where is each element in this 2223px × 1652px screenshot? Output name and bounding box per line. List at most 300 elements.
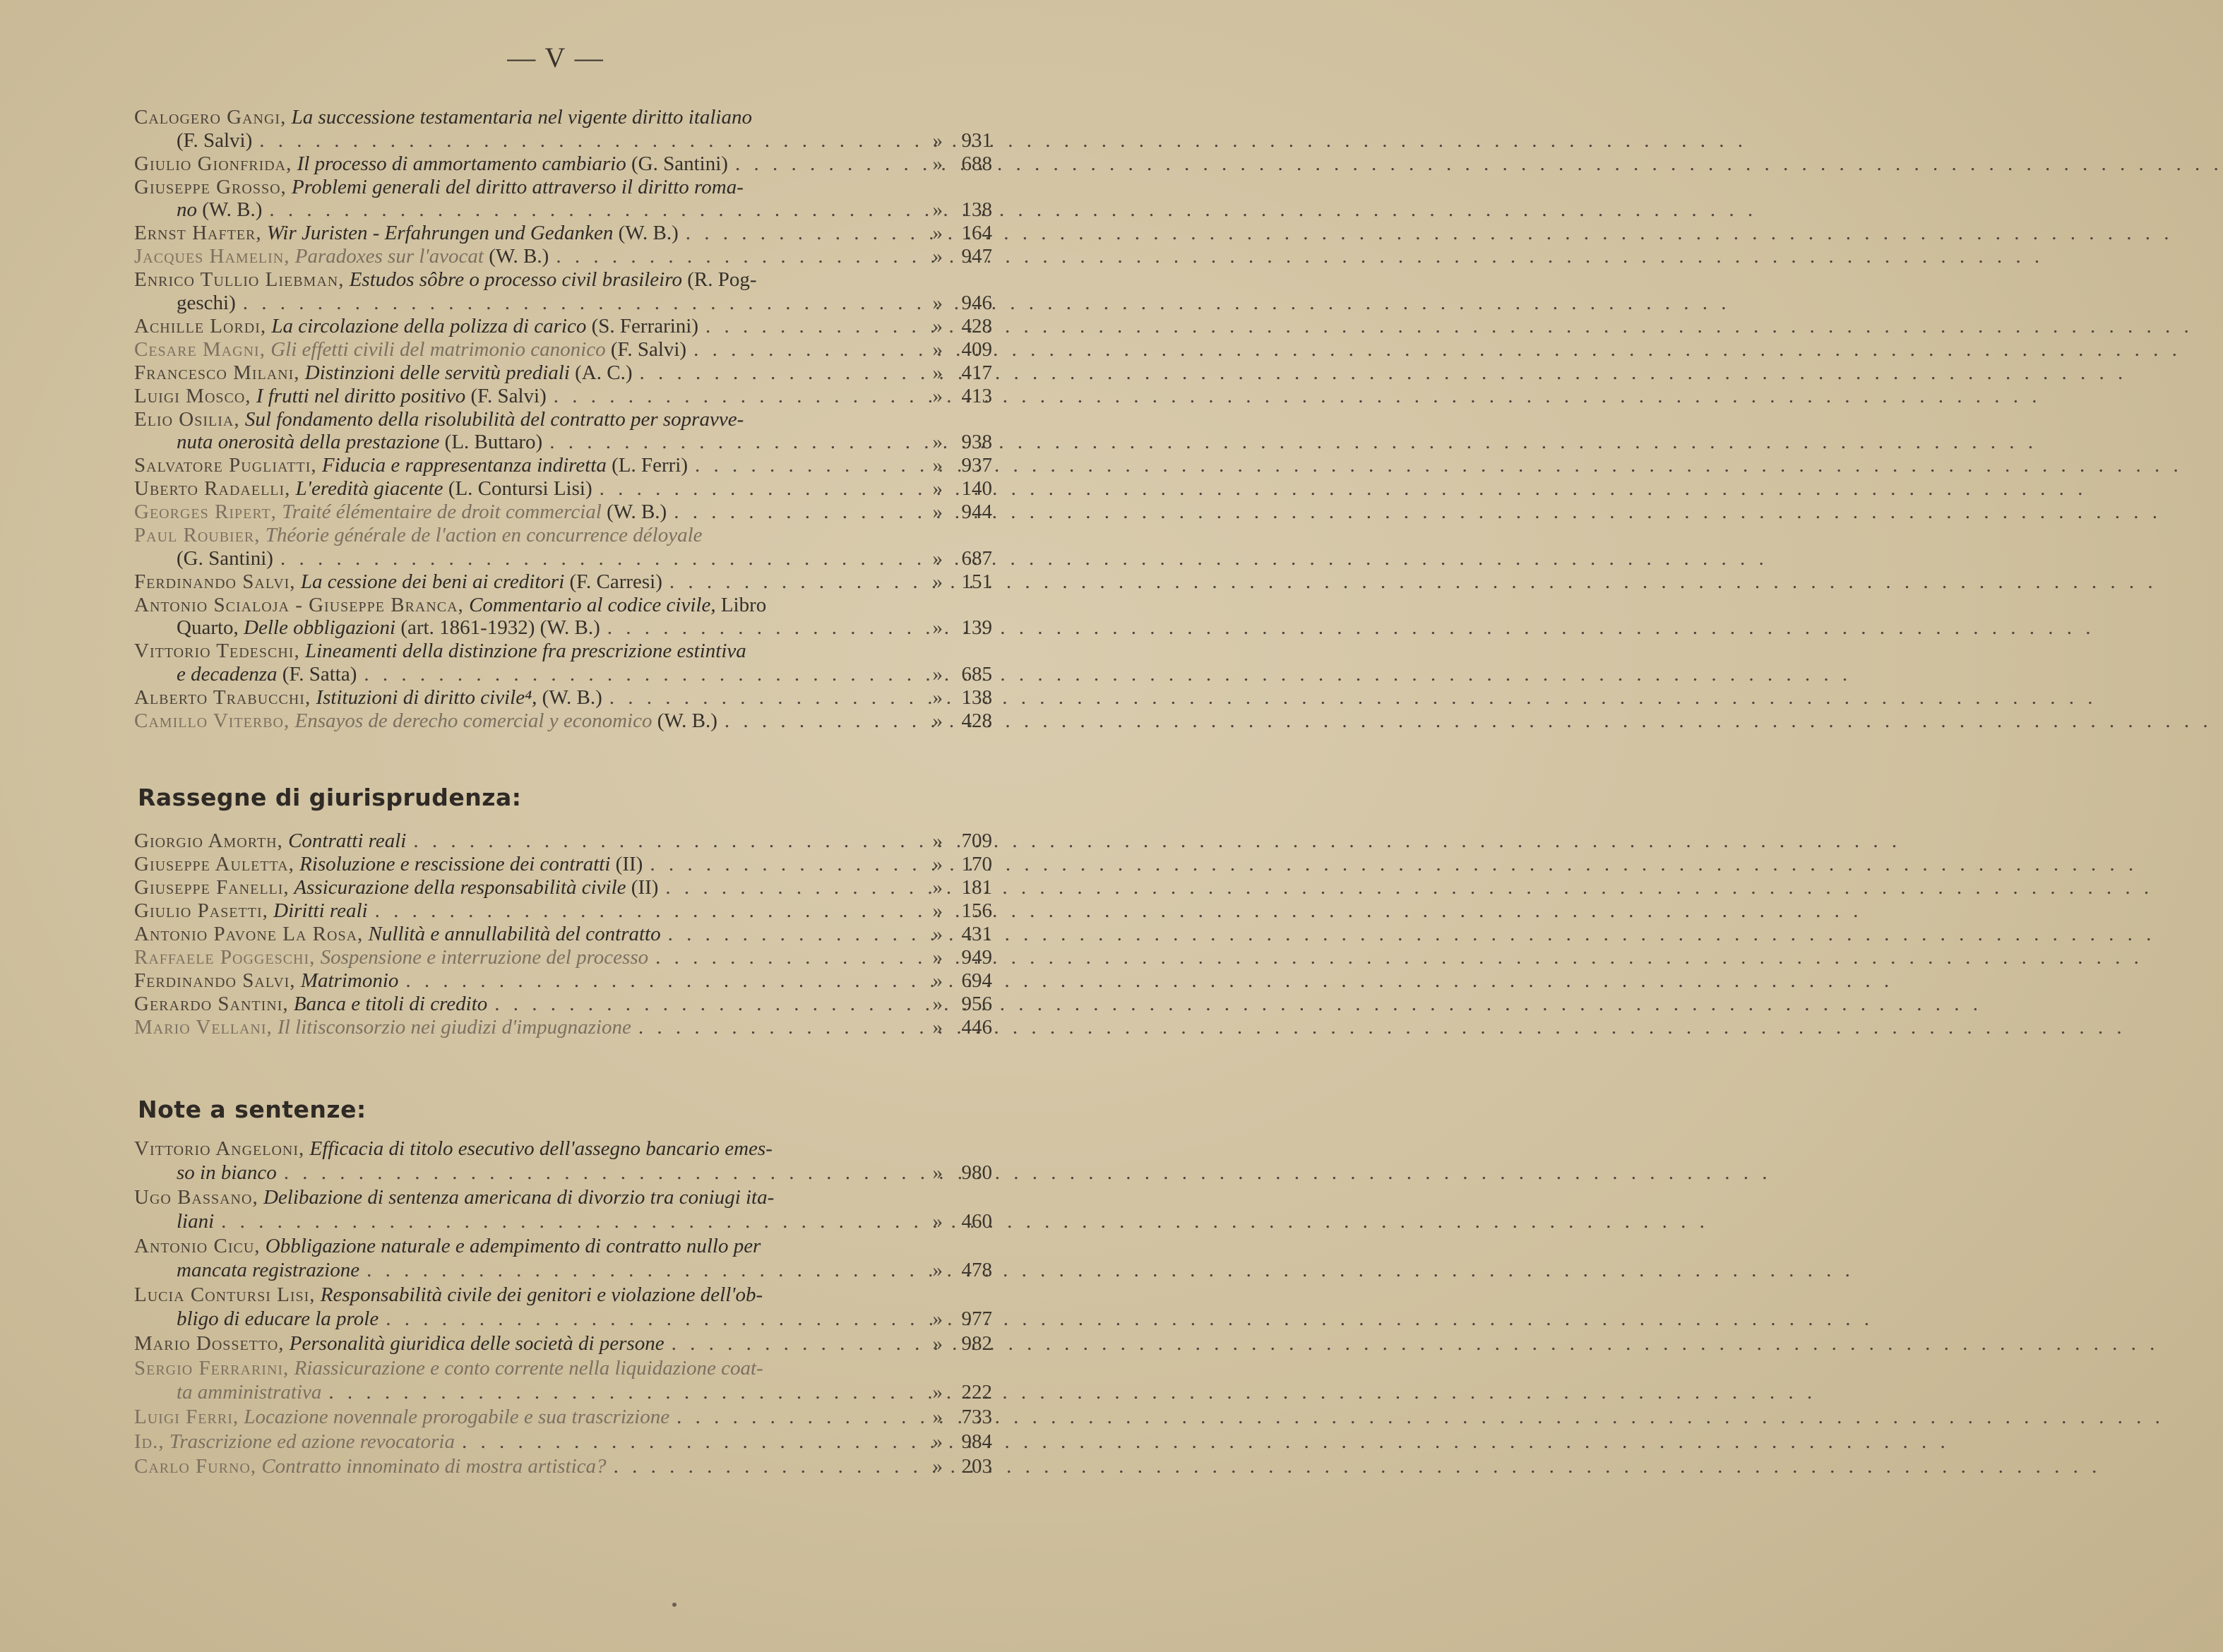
entry-author: Antonio Pavone La Rosa, (134, 923, 364, 945)
entry-author: Raffaele Poggeschi, (134, 946, 316, 969)
page-reference: 733 (961, 1406, 992, 1428)
ditto-mark: » (932, 222, 943, 244)
ditto-mark: » (932, 1430, 943, 1453)
page-reference: 685 (961, 662, 992, 686)
entry-text (134, 361, 632, 385)
entry-reviewer: (W. B.) (197, 198, 263, 221)
entry-title: so in bianco (177, 1161, 277, 1184)
page-reference: 460 (961, 1210, 992, 1233)
ditto-mark: » (932, 454, 943, 477)
entry-title: Matrimonio (295, 969, 399, 992)
entry-reviewer: (II) (610, 853, 643, 875)
entry-title: Riassicurazione e conto corrente nella liquidazione coat- (289, 1357, 763, 1379)
index-entry (134, 710, 992, 733)
page-reference: 138 (961, 198, 992, 221)
dot-leader (243, 292, 914, 315)
index-entry (134, 222, 992, 245)
ditto-mark: » (932, 686, 943, 709)
ditto-mark: » (932, 128, 943, 152)
index-entry (134, 570, 992, 594)
entry-text (177, 129, 252, 152)
entry-title: Traité élémentaire de droit commercial (276, 501, 602, 523)
index-entry (134, 408, 992, 454)
entry-author: Salvatore Pugliatti, (134, 454, 317, 477)
entry-author: Alberto Trabucchi, (134, 686, 311, 709)
ditto-mark: » (932, 384, 943, 407)
entry-line (134, 454, 992, 477)
entry-text (134, 1454, 607, 1478)
entry-line (134, 830, 992, 853)
entry-text (177, 663, 357, 686)
entry-line (134, 222, 992, 245)
ditto-mark: » (932, 198, 943, 221)
dot-leader (650, 853, 914, 876)
entry-reviewer: (F. Carresi) (564, 570, 662, 593)
entry-author: Elio Osilia, (134, 407, 240, 431)
entry-line (134, 129, 992, 152)
entry-title: Distinzioni delle servitù prediali (299, 361, 570, 384)
entry-author: Paul Roubier, (134, 524, 261, 546)
entry-line (134, 1430, 992, 1454)
entry-author: Gerardo Santini, (134, 993, 289, 1015)
entry-text (134, 899, 368, 923)
dot-leader (259, 129, 914, 152)
entry-author: Camillo Viterbo, (134, 709, 290, 732)
entry-text (134, 477, 592, 501)
ditto-mark: » (932, 1259, 943, 1281)
entry-text (134, 710, 717, 733)
entry-title: bligo di educare la prole (177, 1307, 379, 1330)
entry-author: Giulio Gionfrida, (134, 152, 292, 175)
entry-reviewer: (F. Salvi) (605, 337, 687, 361)
ditto-mark: » (932, 431, 943, 453)
entry-text (134, 315, 698, 338)
entry-line (134, 361, 992, 385)
ditto-mark: » (932, 709, 943, 732)
entry-title: Risoluzione e rescissione dei contratti (294, 853, 611, 875)
entry-title: Estudos sôbre o processo civil brasileiro (344, 268, 682, 291)
dot-leader (366, 1258, 914, 1282)
ditto-mark: » (932, 830, 943, 852)
index-entry (134, 477, 992, 501)
ink-dot (672, 1603, 677, 1607)
entry-line (134, 969, 992, 993)
ditto-mark: » (932, 1016, 943, 1039)
entry-line (134, 1209, 992, 1233)
page-reference: 947 (961, 245, 992, 268)
index-entry (134, 946, 992, 969)
index-entry (134, 385, 992, 408)
dot-leader (556, 245, 914, 268)
index-entry (134, 993, 992, 1016)
entry-author: Id., (134, 1430, 165, 1453)
entry-reviewer: (G. Santini) (177, 546, 273, 570)
dot-leader (375, 899, 914, 923)
dot-leader (328, 1380, 914, 1404)
index-entry (134, 830, 992, 853)
entry-line (134, 876, 992, 899)
index-entry (134, 176, 992, 222)
entry-title: Commentario al codice civile, (463, 593, 716, 616)
page-reference: 139 (961, 616, 992, 639)
entry-text (134, 1430, 455, 1454)
entry-line (134, 198, 992, 222)
entry-line (134, 663, 992, 686)
entry-title: Paradoxes sur l'avocat (290, 245, 484, 268)
entry-text (134, 385, 547, 408)
entry-text (134, 969, 398, 993)
ditto-mark: » (932, 1161, 943, 1184)
entry-author: Antonio Scialoja - Giuseppe Branca, (134, 593, 464, 616)
entry-line (134, 1307, 992, 1331)
entry-author: Giuseppe Grosso, (134, 175, 287, 198)
entry-reviewer: (II) (626, 876, 659, 899)
dot-leader (674, 501, 914, 524)
ditto-mark: » (932, 662, 943, 686)
index-entry (134, 501, 992, 524)
entry-text (134, 1283, 763, 1307)
entry-author: Luigi Ferri, (134, 1406, 239, 1428)
entry-line (134, 1185, 992, 1209)
dot-leader (221, 1209, 914, 1233)
entry-text (177, 292, 236, 315)
index-entry (134, 1331, 992, 1355)
index-entry (134, 524, 992, 570)
dot-leader (600, 477, 914, 501)
ditto-mark: » (932, 993, 943, 1015)
dot-leader (638, 1016, 914, 1039)
entry-title: Nullità e annullabilità del contratto (363, 923, 661, 945)
dot-leader (665, 876, 914, 899)
page-reference: 687 (961, 546, 992, 570)
index-entry (134, 1234, 992, 1282)
dot-leader (705, 315, 914, 338)
dot-leader (413, 830, 914, 853)
page-reference: 222 (961, 1381, 992, 1403)
entry-text (177, 547, 273, 570)
entry-reviewer: (S. Ferrarini) (586, 314, 699, 337)
page-reference: 937 (961, 454, 992, 477)
entry-title: Trascrizione ed azione revocatoria (164, 1430, 455, 1453)
ditto-mark: » (932, 152, 943, 175)
dot-leader (462, 1430, 914, 1454)
index-entry (134, 1185, 992, 1233)
entry-text (134, 245, 549, 268)
page-reference: 170 (961, 853, 992, 875)
entry-title: e decadenza (177, 662, 278, 686)
index-entry (134, 152, 992, 176)
page-reference: 688 (961, 152, 992, 175)
entry-line (134, 1258, 992, 1282)
entry-text (177, 1307, 379, 1331)
entry-title: Personalità giuridica delle società di persone (284, 1332, 664, 1355)
entry-text (134, 338, 686, 361)
entry-title: Istituzioni di diritto civile⁴, (311, 686, 537, 709)
page-reference: 949 (961, 946, 992, 969)
entry-reviewer: (W. B.) (537, 686, 602, 709)
entry-line (134, 152, 992, 176)
dot-leader (695, 454, 914, 477)
index-entry (134, 106, 992, 152)
entry-line (134, 946, 992, 969)
entry-author: Luigi Mosco, (134, 384, 251, 407)
index-entry (134, 969, 992, 993)
entry-title: L'eredità giacente (290, 477, 443, 500)
entry-line (134, 710, 992, 733)
entry-title: I frutti nel diritto positivo (251, 384, 466, 407)
entry-reviewer: (L. Buttaro) (439, 431, 543, 453)
entry-author: Carlo Furno, (134, 1455, 257, 1478)
entry-reviewer: (G. Santini) (626, 152, 728, 175)
entry-author: Giuseppe Fanelli, (134, 876, 290, 899)
ditto-mark: » (932, 546, 943, 570)
dot-leader (609, 686, 914, 710)
entry-line (134, 268, 992, 292)
entry-title: Lineamenti della distinzione fra prescrizione estintiva (299, 640, 746, 662)
entry-title: La cessione dei beni ai creditori (295, 570, 565, 593)
ditto-mark: » (932, 245, 943, 268)
entry-title: Contratti reali (282, 830, 407, 852)
dot-leader (639, 361, 914, 385)
entry-line (134, 431, 992, 454)
page-number: — V — (507, 42, 604, 73)
entry-reviewer: (R. Pog- (681, 268, 757, 291)
entry-title: Delibazione di sentenza americana di divorzio tra coniugi ita- (258, 1186, 775, 1209)
entry-reviewer: (W. B.) (652, 709, 717, 732)
entry-author: Jacques Hamelin, (134, 245, 290, 268)
dot-leader (549, 431, 914, 454)
entry-title: Locazione novennale prorogabile e sua trascrizione (239, 1406, 670, 1428)
entry-title: liani (177, 1210, 215, 1233)
entry-text (177, 1258, 359, 1282)
entry-line (134, 853, 992, 876)
entry-line (134, 923, 992, 946)
entry-author: Georges Ripert, (134, 501, 277, 523)
entry-reviewer: (L. Contursi Lisi) (443, 477, 592, 500)
entry-text (134, 1356, 763, 1380)
entry-line (134, 315, 992, 338)
page-reference: 984 (961, 1430, 992, 1453)
dot-leader (735, 152, 914, 176)
index-entry (134, 686, 992, 710)
page-reference: 164 (961, 222, 992, 244)
page-reference: 431 (961, 923, 992, 945)
entry-reviewer: (F. Salvi) (465, 384, 547, 407)
dot-leader (494, 993, 914, 1016)
ditto-mark: » (932, 899, 943, 922)
ditto-mark: » (932, 570, 943, 593)
dot-leader (614, 1454, 914, 1478)
ditto-mark: » (932, 853, 943, 875)
entry-reviewer: geschi) (177, 291, 236, 314)
entry-text (134, 876, 658, 899)
entry-title: nuta onerosità della prestazione (177, 431, 440, 453)
entry-line (134, 385, 992, 408)
entry-text (134, 594, 766, 617)
entry-text (134, 923, 661, 946)
entry-line (134, 570, 992, 594)
entry-line (134, 245, 992, 268)
dot-leader (672, 1331, 914, 1355)
entry-line (134, 106, 992, 129)
entry-title: Théorie générale de l'action en concurrence déloyale (260, 524, 703, 546)
page-reference: 428 (961, 709, 992, 732)
notes-list (134, 1137, 992, 1479)
entry-text (177, 1161, 277, 1185)
page-reference: 203 (961, 1455, 992, 1478)
entry-text (134, 1331, 664, 1355)
ditto-mark: » (932, 946, 943, 969)
entry-author: Mario Dossetto, (134, 1332, 285, 1355)
entry-reviewer: (W. B.) (613, 222, 679, 244)
index-entry (134, 361, 992, 385)
entry-line (134, 616, 992, 640)
entry-text (134, 946, 648, 969)
ditto-mark: » (932, 616, 943, 639)
entry-author: Calogero Gangi, (134, 106, 287, 128)
dot-leader (284, 1161, 914, 1185)
page-reference: 946 (961, 291, 992, 314)
entry-title: La successione testamentaria nel vigente diritto italiano (286, 106, 752, 128)
entry-line (134, 686, 992, 710)
page-reference: 977 (961, 1307, 992, 1330)
entry-title: La circolazione della polizza di carico (266, 314, 587, 337)
entry-line (134, 547, 992, 570)
page-reference: 151 (961, 570, 992, 593)
index-entry (134, 594, 992, 640)
index-entry (134, 1454, 992, 1478)
entry-author: Uberto Radaelli, (134, 477, 291, 500)
entry-title: Problemi generali del diritto attraverso il diritto roma- (286, 175, 744, 198)
entry-text (134, 640, 746, 663)
index-entry (134, 899, 992, 923)
entry-line (134, 338, 992, 361)
dot-leader (607, 616, 914, 640)
entry-text (134, 106, 752, 129)
index-entry (134, 853, 992, 876)
entry-author: Ugo Bassano, (134, 1186, 258, 1209)
entry-text (177, 1380, 321, 1404)
page-reference: 140 (961, 477, 992, 500)
page-reference: 181 (961, 876, 992, 899)
entry-author: Vittorio Tedeschi, (134, 640, 300, 662)
entry-title: Gli effetti civili del matrimonio canonico (265, 337, 606, 361)
entry-text (134, 222, 679, 245)
entry-author: Enrico Tullio Liebman, (134, 268, 345, 291)
entry-author: Cesare Magni, (134, 337, 266, 361)
page-reference: 944 (961, 501, 992, 523)
entry-text (177, 431, 542, 454)
entry-line (134, 1283, 992, 1307)
entry-author: Giorgio Amorth, (134, 830, 283, 852)
page-reference: 413 (961, 384, 992, 407)
index-entry (134, 876, 992, 899)
entry-text (134, 1234, 761, 1258)
ditto-mark: » (932, 923, 943, 945)
entry-line (134, 1161, 992, 1185)
entry-title: Delle obbligazioni (244, 616, 396, 639)
entry-line (134, 292, 992, 315)
entry-title: Fiducia e rappresentanza indiretta (316, 454, 607, 477)
entry-text (177, 1209, 214, 1233)
ditto-mark: » (932, 291, 943, 314)
entry-line (134, 594, 992, 617)
entry-text (134, 830, 406, 853)
entry-text (177, 616, 600, 640)
index-entry (134, 640, 992, 686)
entry-author: Giulio Pasetti, (134, 899, 268, 922)
page-reference: 694 (961, 969, 992, 992)
page-reference: 156 (961, 899, 992, 922)
dot-leader (655, 946, 914, 969)
dot-leader (669, 570, 914, 594)
entry-text (134, 524, 703, 547)
index-entry (134, 1283, 992, 1331)
entry-line (134, 899, 992, 923)
entry-title: Obbligazione naturale e adempimento di contratto nullo per (260, 1235, 761, 1257)
entry-line (134, 1137, 992, 1161)
entry-text (134, 268, 757, 292)
entry-reviewer: (A. C.) (569, 361, 633, 384)
index-entry (134, 923, 992, 946)
entry-reviewer: Libro (715, 593, 767, 616)
index-entry (134, 1016, 992, 1039)
entry-text (134, 176, 744, 199)
entry-reviewer: (F. Satta) (277, 662, 357, 686)
entry-author: Lucia Contursi Lisi, (134, 1283, 316, 1306)
ditto-mark: » (932, 314, 943, 337)
entry-title: Banca e titoli di credito (288, 993, 488, 1015)
entry-text (134, 1137, 773, 1161)
entry-line (134, 1356, 992, 1380)
entry-author: Mario Vellani, (134, 1016, 273, 1039)
ditto-mark: » (932, 501, 943, 523)
dot-leader (686, 222, 914, 245)
entry-text (134, 686, 602, 710)
entry-author: Achille Lordi, (134, 314, 267, 337)
index-entry (134, 338, 992, 361)
entry-text (134, 993, 487, 1016)
dot-leader (725, 710, 914, 733)
entry-author: Francesco Milani, (134, 361, 300, 384)
page-reference: 956 (961, 993, 992, 1015)
entry-author: Ferdinando Salvi, (134, 969, 296, 992)
entry-author: Ernst Hafter, (134, 222, 262, 244)
page-reference: 931 (961, 128, 992, 152)
entry-title: Il processo di ammortamento cambiario (292, 152, 626, 175)
entry-text (134, 1016, 631, 1039)
page-reference: 428 (961, 314, 992, 337)
entry-title: Ensayos de derecho comercial y economico (290, 709, 652, 732)
index-entry (134, 1356, 992, 1404)
ditto-mark: » (932, 337, 943, 361)
dot-leader (554, 385, 914, 408)
entry-reviewer: (art. 1861-1932) (W. B.) (395, 616, 600, 639)
section-heading-jurisprudence: Rassegne di giurisprudenza: (138, 784, 522, 811)
dot-leader (668, 923, 914, 946)
page-reference: 709 (961, 830, 992, 852)
entry-text (134, 408, 744, 431)
entry-author: Antonio Cicu, (134, 1235, 261, 1257)
dot-leader (677, 1405, 914, 1429)
entry-text (134, 1405, 669, 1429)
ditto-mark: » (932, 1307, 943, 1330)
page-reference: 446 (961, 1016, 992, 1039)
entry-line (134, 1331, 992, 1355)
ditto-mark: » (932, 1455, 943, 1478)
entry-text (134, 501, 667, 524)
entry-title: Assicurazione della responsabilità civile (289, 876, 626, 899)
